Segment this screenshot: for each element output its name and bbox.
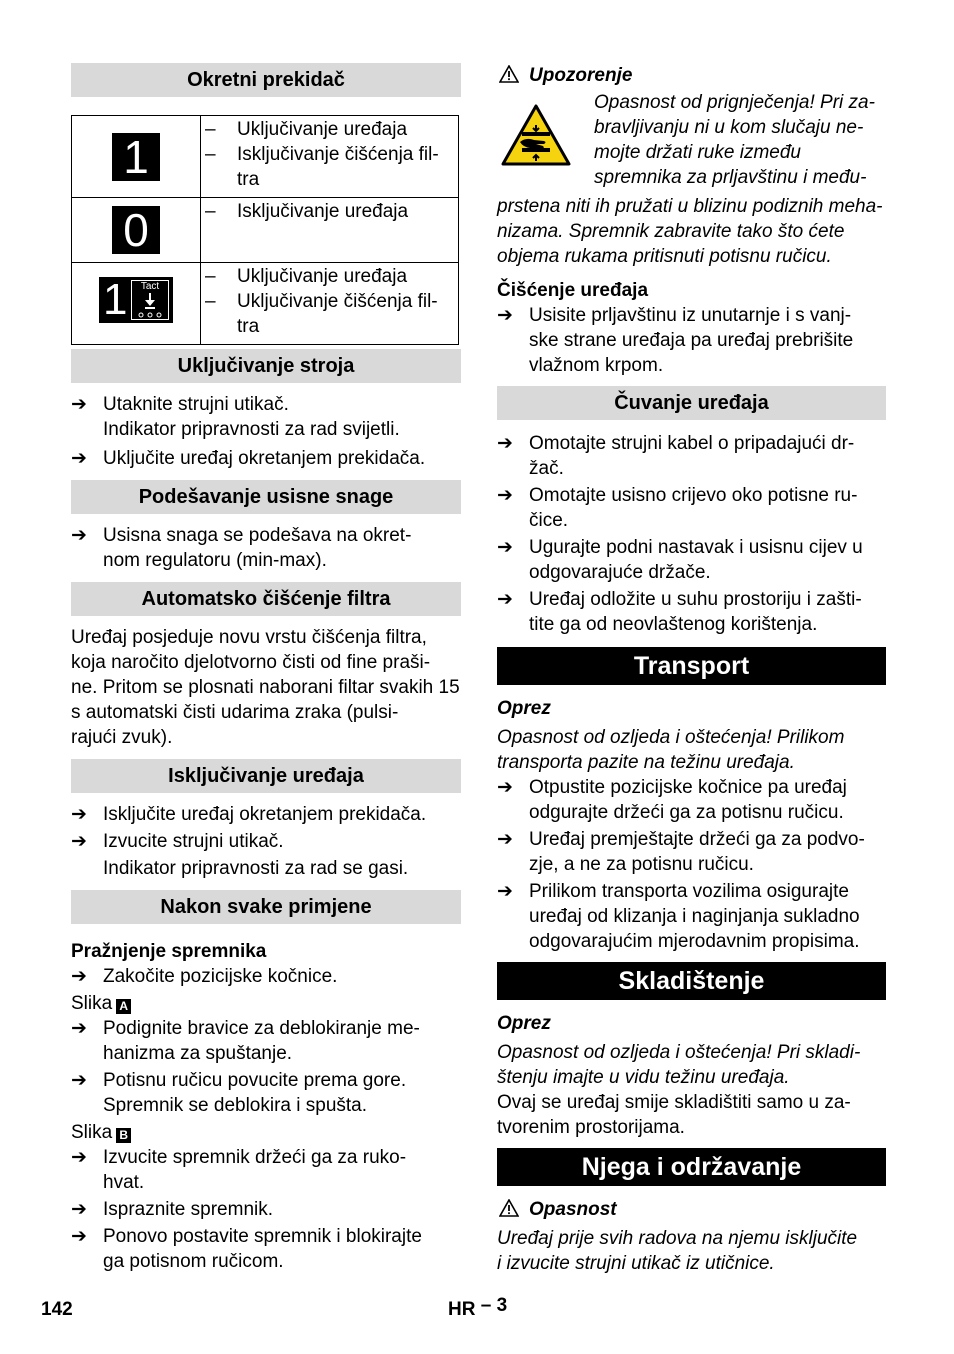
- figure-letter-icon: B: [116, 1128, 131, 1143]
- subheading-empty: Pražnjenje spremnika: [71, 941, 267, 962]
- arrow-right-icon: ➔: [71, 966, 87, 987]
- arrow-right-icon: ➔: [71, 1199, 87, 1220]
- section-heading-start: Uključivanje stroja: [71, 349, 461, 383]
- list-item: ➔ Izvucite spremnik držeći ga za ruko- hvat.: [71, 1147, 407, 1193]
- arrow-right-icon: ➔: [497, 589, 513, 610]
- danger-heading: Opasnost: [497, 1197, 886, 1222]
- list-item: – Uključivanje čišćenja fil- tra: [205, 291, 438, 337]
- list-item: ➔ Usisna snaga se podešava na okret- nom regulatoru (min-max).: [71, 525, 412, 571]
- warning-text-bottom: prstena niti ih pružati u blizinu podiznih meha- nizama. Spremnik zabravite tako što ćete objema rukama pritisnuti potisnu ručicu.: [497, 196, 883, 267]
- list-item: ➔ Izvucite strujni utikač.: [71, 831, 284, 852]
- crush-hazard-icon: [500, 103, 572, 167]
- arrow-right-icon: ➔: [497, 305, 513, 326]
- figure-letter-icon: A: [116, 999, 131, 1014]
- arrow-right-icon: ➔: [71, 804, 87, 825]
- caution-label: Oprez: [497, 1013, 551, 1034]
- switch-table: [71, 115, 459, 345]
- section-heading-switch: Okretni prekidač: [71, 63, 461, 97]
- autoclean-paragraph: Uređaj posjeduje novu vrstu čišćenja filtra, koja naročito djelotvorno čisti od fine praši- ne. Pritom se plosnati naborani filtar svakih 15 s automatski čisti udarima zraka (pulsi- rajući zvuk).: [71, 627, 460, 748]
- arrow-right-icon: ➔: [71, 394, 87, 415]
- page-section-label: HR – 3: [448, 1295, 508, 1320]
- symbol-tact-icon: 1 Tact: [99, 277, 173, 323]
- list-item: ➔ Omotajte strujni kabel o pripadajući dr- žač.: [497, 433, 855, 479]
- symbol-off-icon: 0: [112, 206, 160, 254]
- arrow-right-icon: ➔: [497, 881, 513, 902]
- switch-symbol-1: [72, 116, 201, 198]
- warning-triangle-icon: [499, 65, 519, 83]
- list-item: ➔ Otpustite pozicijske kočnice pa uređaj odgurajte držeći ga za potisnu ručicu.: [497, 777, 847, 823]
- arrow-right-icon: ➔: [497, 485, 513, 506]
- storage-paragraph: Ovaj se uređaj smije skladištiti samo u za- tvorenim prostorijama.: [497, 1092, 851, 1138]
- figure-ref-b: Slika B: [71, 1120, 461, 1145]
- switch-row-off: [72, 198, 459, 263]
- section-heading-after-use: Nakon svake primjene: [71, 890, 461, 924]
- caution-label: Oprez: [497, 698, 551, 719]
- caution-text: Opasnost od ozljeda i oštećenja! Pri skladi- štenju imajte u vidu težinu uređaja.: [497, 1042, 861, 1088]
- switch-functions: [201, 116, 459, 198]
- danger-text: Uređaj prije svih radova na njemu isključite i izvucite strujni utikač iz utičnice.: [497, 1228, 858, 1274]
- arrow-right-icon: ➔: [71, 448, 87, 469]
- right-column: [497, 63, 886, 1276]
- section-heading-suction: Podešavanje usisne snage: [71, 480, 461, 514]
- figure-ref-a: Slika A: [71, 991, 461, 1016]
- chapter-heading-storage: Skladištenje: [497, 962, 886, 1000]
- switch-functions: [201, 198, 459, 263]
- arrow-right-icon: ➔: [71, 1226, 87, 1247]
- caution-text: Opasnost od ozljeda i oštećenja! Prilikom transporta pazite na težinu uređaja.: [497, 727, 845, 773]
- list-item: ➔ Prilikom transporta vozilima osigurajte uređaj od klizanja i naginjanja sukladno odgovarajućim mjerodavnim propisima.: [497, 881, 860, 952]
- arrow-right-icon: ➔: [497, 777, 513, 798]
- arrow-right-icon: ➔: [497, 829, 513, 850]
- result-note: Spremnik se deblokira i spušta.: [103, 1095, 368, 1116]
- arrow-right-icon: ➔: [71, 1147, 87, 1168]
- arrow-right-icon: ➔: [71, 831, 87, 852]
- symbol-on-icon: 1: [112, 133, 160, 181]
- list-item: ➔ Uključite uređaj okretanjem prekidača.: [71, 448, 426, 469]
- list-item: ➔ Ispraznite spremnik.: [71, 1199, 274, 1220]
- list-item: ➔ Omotajte usisno crijevo oko potisne ru- čice.: [497, 485, 858, 531]
- arrow-right-icon: ➔: [71, 1070, 87, 1091]
- warning-heading: Upozorenje: [497, 63, 886, 88]
- section-heading-off: Isključivanje uređaja: [71, 759, 461, 793]
- warning-triangle-icon: [499, 1199, 519, 1217]
- arrow-right-icon: ➔: [71, 1018, 87, 1039]
- chapter-heading-transport: Transport: [497, 647, 886, 685]
- list-item: ➔ Usisite prljavštinu iz unutarnje i s vanj- ske strane uređaja pa uređaj prebrišite vlažnom krpom.: [497, 305, 854, 376]
- switch-functions: [201, 263, 459, 345]
- list-item: ➔ Uređaj odložite u suhu prostoriju i zašti- tite ga od neovlaštenog korištenja.: [497, 589, 862, 635]
- list-item: ➔ Isključite uređaj okretanjem prekidača.: [71, 804, 427, 825]
- list-item: ➔ Potisnu ručicu povucite prema gore.: [71, 1070, 407, 1091]
- section-heading-store: Čuvanje uređaja: [497, 386, 886, 420]
- result-note: Indikator pripravnosti za rad se gasi.: [103, 858, 409, 879]
- list-item: ➔ Podignite bravice za deblokiranje me- hanizma za spuštanje.: [71, 1018, 420, 1064]
- list-item: ➔ Ponovo postavite spremnik i blokirajte ga potisnom ručicom.: [71, 1226, 422, 1272]
- warning-text-top: Opasnost od prignječenja! Pri za- bravljivanju ni u kom slučaju ne- mojte držati ruke između spremnika za prljavštinu i među-: [594, 92, 875, 188]
- list-item: ➔ Uređaj premještajte držeći ga za podvo- zje, a ne za potisnu ručicu.: [497, 829, 865, 875]
- switch-symbol-0: [72, 198, 201, 263]
- arrow-right-icon: ➔: [497, 433, 513, 454]
- switch-row-tact: [72, 263, 459, 345]
- arrow-right-icon: ➔: [71, 525, 87, 546]
- section-heading-autoclean: Automatsko čišćenje filtra: [71, 582, 461, 616]
- result-note: Indikator pripravnosti za rad svijetli.: [103, 419, 400, 440]
- list-item: – Uključivanje uređaja: [205, 119, 408, 140]
- switch-symbol-tact: [72, 263, 201, 345]
- list-item: ➔ Ugurajte podni nastavak i usisnu cijev u odgovarajuće držače.: [497, 537, 863, 583]
- list-item: ➔ Zakočite pozicijske kočnice.: [71, 966, 338, 987]
- page-number: 142: [41, 1299, 73, 1320]
- list-item: – Isključivanje uređaja: [205, 201, 409, 222]
- list-item: – Isključivanje čišćenja fil- tra: [205, 144, 439, 190]
- list-item: ➔ Utaknite strujni utikač.: [71, 394, 289, 415]
- switch-row-on: [72, 116, 459, 198]
- list-item: – Uključivanje uređaja: [205, 266, 408, 287]
- chapter-heading-care: Njega i održavanje: [497, 1148, 886, 1186]
- left-column: [71, 63, 461, 1274]
- arrow-right-icon: ➔: [497, 537, 513, 558]
- subheading-clean: Čišćenje uređaja: [497, 280, 649, 301]
